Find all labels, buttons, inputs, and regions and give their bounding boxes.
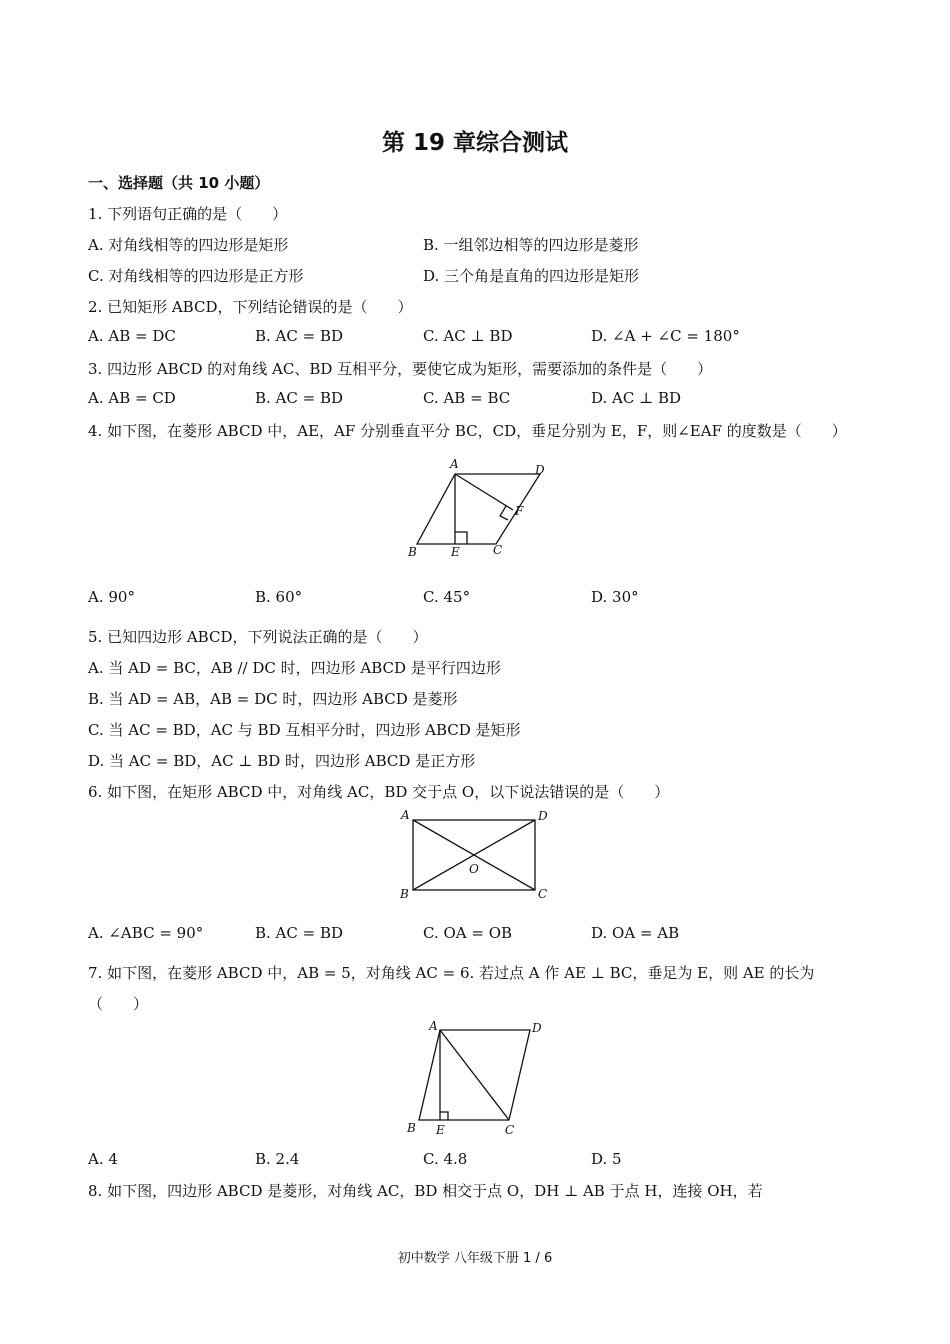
label-a: A (401, 808, 410, 822)
q4-stem: 4. 如下图，在菱形 ABCD 中，AE，AF 分别垂直平分 BC，CD，垂足分别为 E，F，则∠EAF 的度数是（ ） (88, 422, 847, 440)
q4-option-a: A. 90° (88, 588, 135, 606)
q5-stem: 5. 已知四边形 ABCD，下列说法正确的是（ ） (88, 628, 428, 646)
rectangle-figure-q6 (395, 806, 560, 906)
q7-stem-continued: （ ） (88, 995, 149, 1013)
label-d: D (532, 1021, 542, 1035)
label-c: C (505, 1123, 515, 1137)
q4-option-d: D. 30° (591, 588, 639, 606)
diagonal-ac (440, 1030, 509, 1120)
q2-option-c: C. AC ⊥ BD (423, 327, 513, 345)
q1-option-b: B. 一组邻边相等的四边形是菱形 (423, 236, 639, 254)
q7-option-d: D. 5 (591, 1150, 622, 1168)
label-e: E (451, 545, 460, 559)
page-footer: 初中数学 八年级下册 1 / 6 (397, 1251, 553, 1266)
label-o: O (469, 862, 479, 876)
label-d: D (535, 463, 545, 477)
page-title: 第 19 章综合测试 (381, 130, 569, 156)
q2-stem: 2. 已知矩形 ABCD，下列结论错误的是（ ） (88, 298, 413, 316)
label-b: B (400, 887, 409, 901)
q7-option-b: B. 2.4 (255, 1150, 300, 1168)
section-heading: 一、选择题（共 10 小题） (88, 174, 270, 192)
label-a: A (450, 457, 459, 471)
label-b: B (408, 545, 417, 559)
right-angle-mark-e (440, 1112, 448, 1120)
q6-stem: 6. 如下图，在矩形 ABCD 中，对角线 AC，BD 交于点 O，以下说法错误的是（ ） (88, 783, 670, 801)
q6-option-c: C. OA = OB (423, 924, 513, 942)
q4-option-b: B. 60° (255, 588, 303, 606)
rhombus-figure-q7 (400, 1016, 550, 1140)
q8-stem: 8. 如下图，四边形 ABCD 是菱形，对角线 AC，BD 相交于点 O，DH ⊥ AB 于点 H，连接 OH，若 (88, 1182, 763, 1200)
q1-option-a: A. 对角线相等的四边形是矩形 (88, 236, 289, 254)
q5-option-a: A. 当 AD = BC，AB // DC 时，四边形 ABCD 是平行四边形 (88, 659, 501, 677)
q7-option-c: C. 4.8 (423, 1150, 468, 1168)
q1-stem: 1. 下列语句正确的是（ ） (88, 205, 288, 223)
q3-option-c: C. AB = BC (423, 389, 511, 407)
q3-option-d: D. AC ⊥ BD (591, 389, 682, 407)
q7-option-a: A. 4 (88, 1150, 118, 1168)
q3-option-a: A. AB = CD (88, 389, 176, 407)
q3-stem: 3. 四边形 ABCD 的对角线 AC、BD 互相平分，要使它成为矩形，需要添加的条件是（ ） (88, 360, 713, 378)
q1-option-c: C. 对角线相等的四边形是正方形 (88, 267, 304, 285)
q2-option-a: A. AB = DC (88, 327, 176, 345)
q6-option-a: A. ∠ABC = 90° (88, 924, 204, 942)
q1-option-d: D. 三个角是直角的四边形是矩形 (423, 267, 640, 285)
segment-af (455, 474, 513, 510)
label-d: D (538, 809, 548, 823)
label-e: E (436, 1123, 445, 1137)
q5-option-d: D. 当 AC = BD，AC ⊥ BD 时，四边形 ABCD 是正方形 (88, 752, 476, 770)
q5-option-c: C. 当 AC = BD，AC 与 BD 互相平分时，四边形 ABCD 是矩形 (88, 721, 521, 739)
label-f: F (515, 504, 524, 518)
q4-option-c: C. 45° (423, 588, 471, 606)
q6-option-d: D. OA = AB (591, 924, 680, 942)
q2-option-d: D. ∠A + ∠C = 180° (591, 327, 740, 345)
rhombus-figure-q4 (400, 452, 560, 564)
right-angle-mark-e (455, 532, 467, 544)
right-angle-mark-f (500, 506, 508, 520)
q3-option-b: B. AC = BD (255, 389, 344, 407)
label-c: C (538, 887, 548, 901)
q7-stem: 7. 如下图，在菱形 ABCD 中，AB = 5，对角线 AC = 6. 若过点 A 作 AE ⊥ BC，垂足为 E，则 AE 的长为 (88, 964, 815, 982)
label-c: C (493, 543, 503, 557)
q5-option-b: B. 当 AD = AB，AB = DC 时，四边形 ABCD 是菱形 (88, 690, 458, 708)
label-a: A (429, 1019, 438, 1033)
q2-option-b: B. AC = BD (255, 327, 344, 345)
label-b: B (407, 1121, 416, 1135)
q6-option-b: B. AC = BD (255, 924, 344, 942)
